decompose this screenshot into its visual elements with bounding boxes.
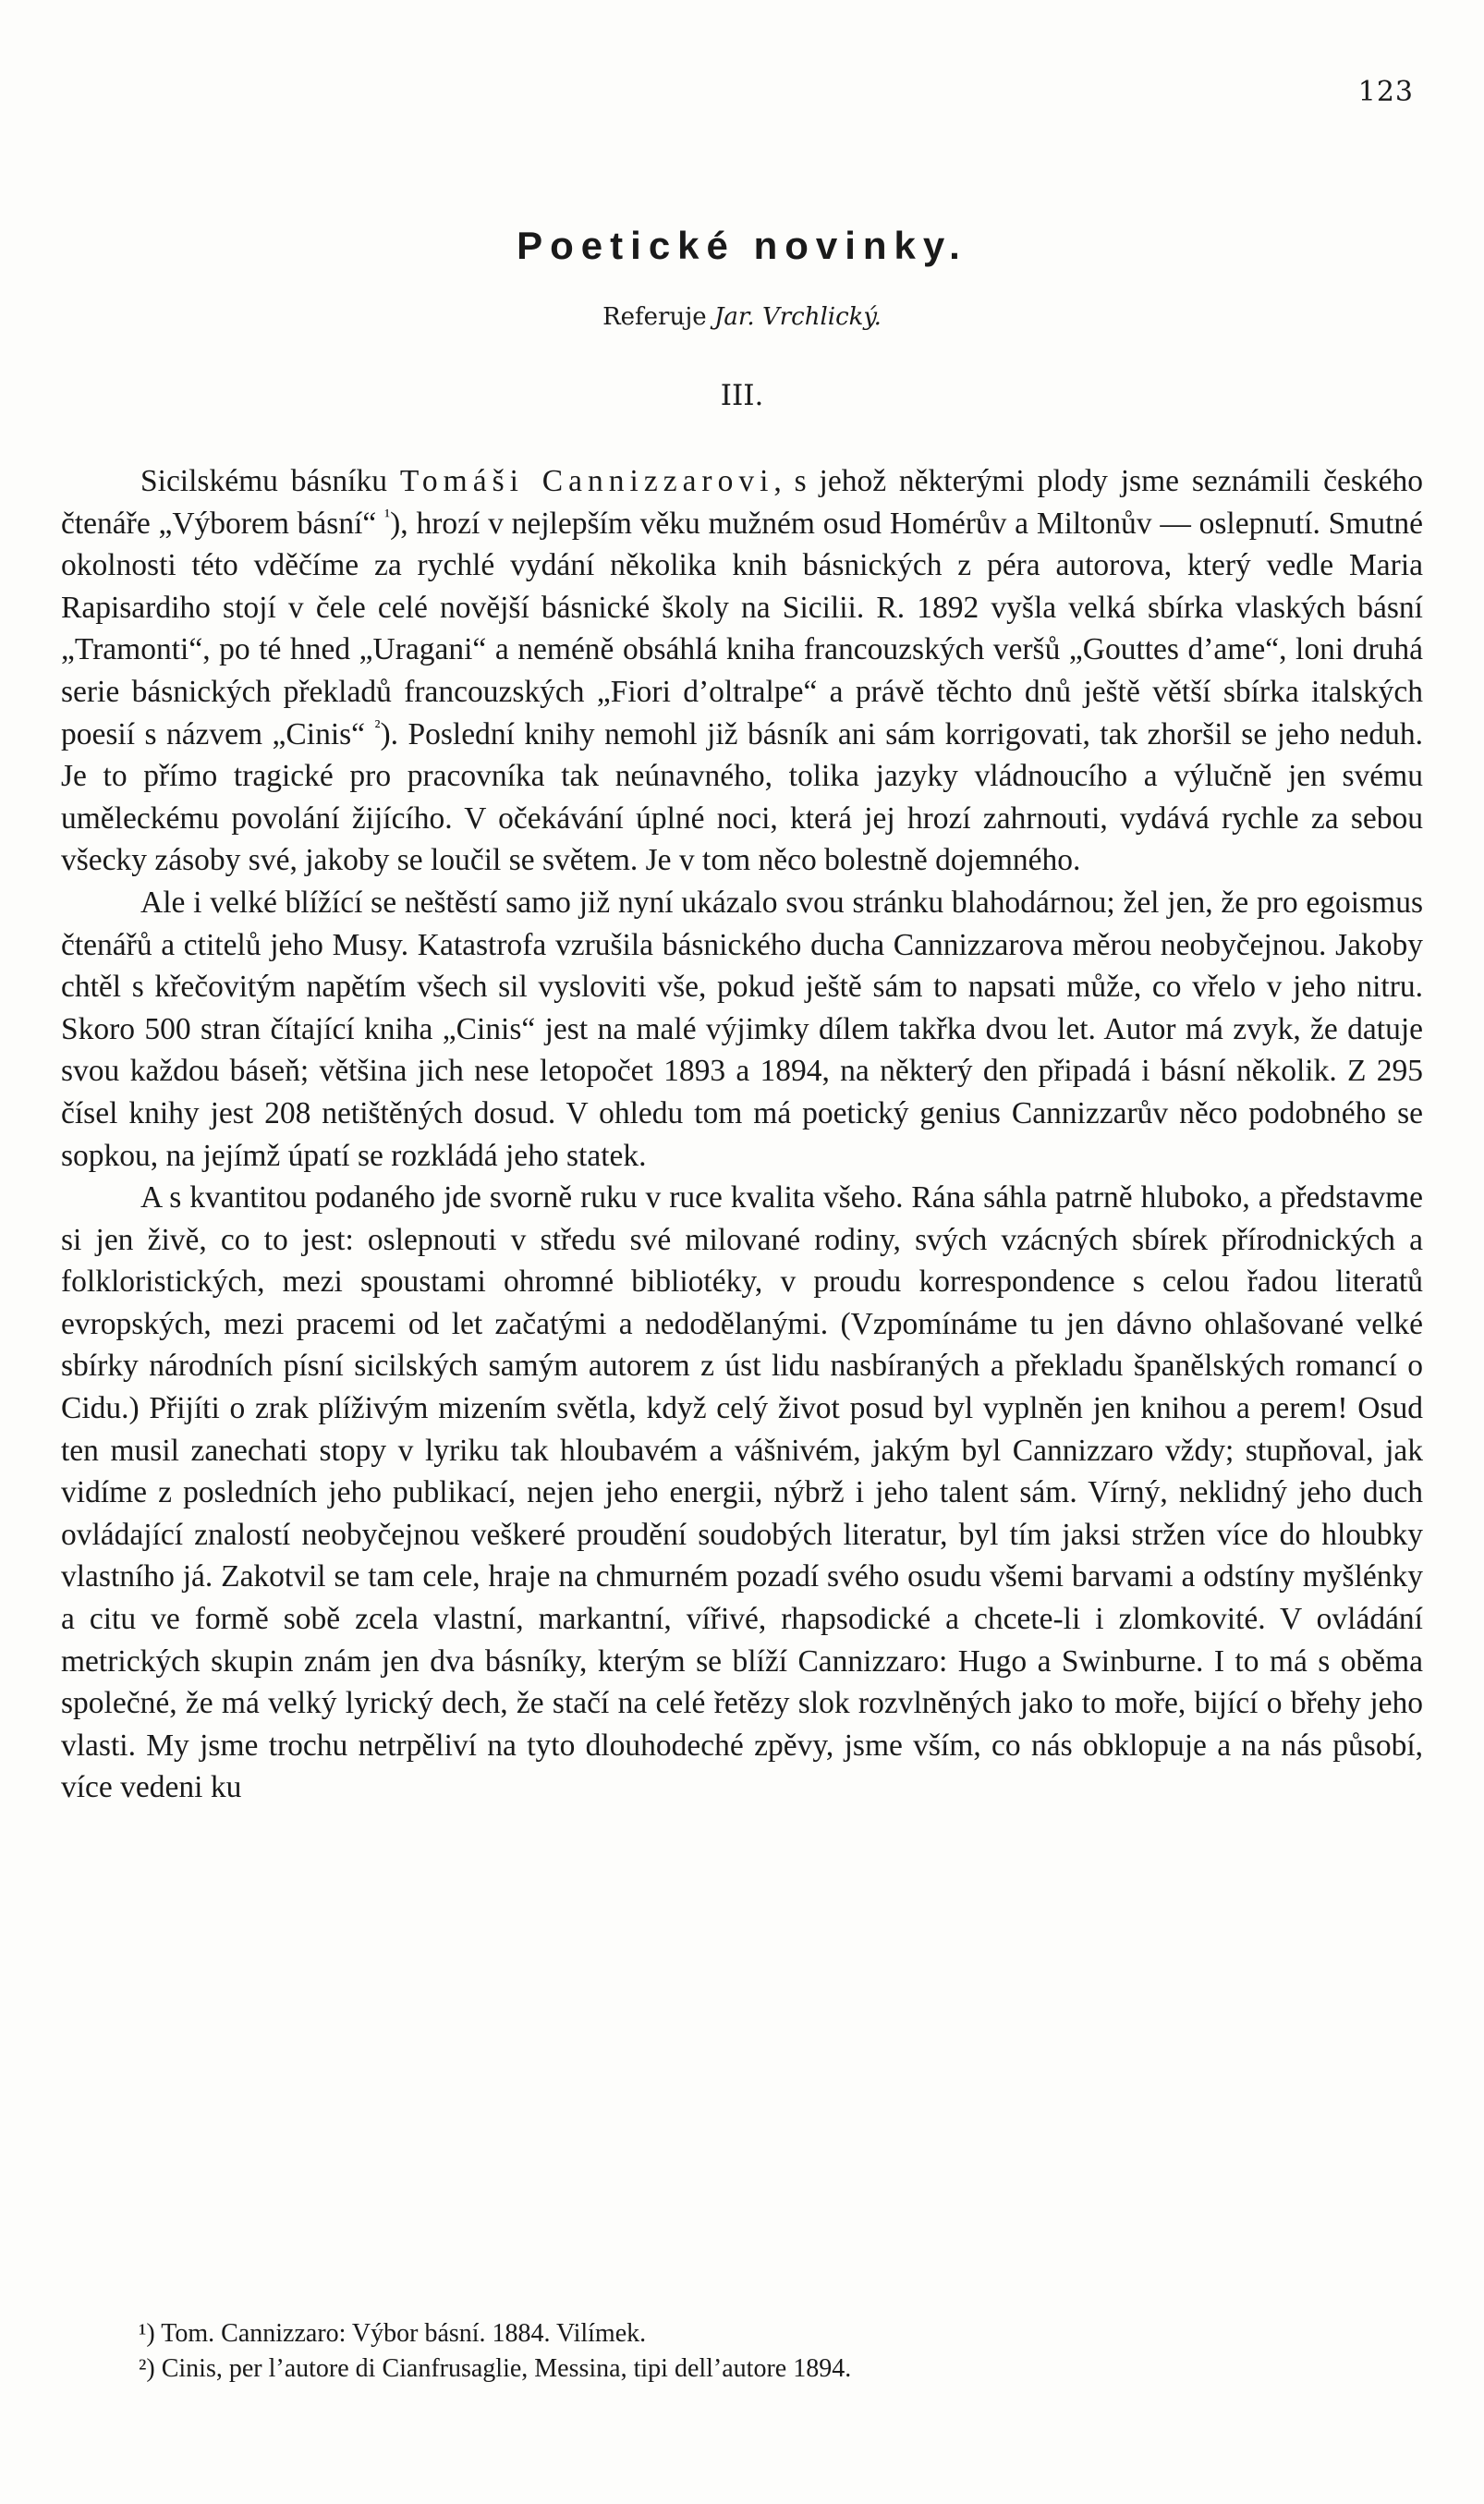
paragraph-1-start: Sicilskému básníku: [140, 464, 400, 498]
footnote-1-mark: ¹): [139, 2319, 155, 2348]
footnotes: [139, 2316, 1423, 2387]
article-body: [61, 460, 1423, 1809]
footnote-2: [139, 2351, 1423, 2387]
paragraph-1-mid: , s jehož některými plody jsme seznámili českého čtenáře „Výborem básní“: [61, 464, 1423, 541]
footnote-ref-1: ¹: [384, 506, 391, 527]
paragraph-2: Ale i velké blížící se neštěstí samo již nyní ukázalo svou stránku blahodárnou; žel jen, že pro egoismus čtenářů a ctitelů jeho Musy. Katastrofa vzrušila básnického ducha Cannizzarova měrou neobyčejnou. Jakoby chtěl s křečovitým napětím všech sil vysloviti vše, pokud ještě sám to napsati může, co vřelo v jeho nitru. Skoro 500 stran čítající kniha „Cinis“ jest na malé výjimky dílem takřka dvou let. Autor má zvyk, že datuje svou každou báseň; většina jich nese letopočet 1893 a 1894, na některý den připadá i básní několik. Z 295 čísel knihy jest 208 netištěných dosud. V ohledu tom má poetický genius Cannizzarův něco podobného se sopkou, na jejímž úpatí se rozkládá jeho statek.: [61, 885, 1423, 1173]
byline-author: Jar. Vrchlický.: [713, 303, 882, 331]
footnote-1-text: Tom. Cannizzaro: Výbor básní. 1884. Vilímek.: [161, 2319, 647, 2348]
poet-name: Tomáši Cannizzarovi: [399, 464, 774, 498]
footnote-ref-2: ²: [374, 716, 381, 738]
paragraph-3: A s kvantitou podaného jde svorně ruku v ruce kvalita všeho. Rána sáhla patrně hluboko, a představme si jen živě, co to jest: oslepnouti v středu své milované rodiny, svých vzácných sbírek přírodnických a folkloristických, mezi spoustami ohromné bibliotéky, v proudu korrespondence s celou řadou literatů evropských, mezi pracemi od let začatými a nedodělanými. (Vzpomínáme tu jen dávno ohlašované velké sbírky národních písní sicilských samým autorem z úst lidu nasbíraných a překladu španělských romancí o Cidu.) Přijíti o zrak plíživým mizením světla, když celý život posud byl vyplněn jen knihou a perem! Osud ten musil zanechati stopy v lyriku tak hloubavém a vášnivém, jakým byl Cannizzaro vždy; stupňoval, jak vidíme z posledních jeho publikací, nejen jeho energii, nýbrž i jeho talent sám. Vírný, neklidný jeho duch ovládající znalostí neobyčejnou veškeré proudění soudobých literatur, byl tím jaksi stržen více do hloubky vlastního já. Zakotvil se tam cele, hraje na chmurném pozadí svého osudu všemi barvami a odstíny myšlénky a citu ve formě sobě zcela vlastní, markantní, vířivé, rhapsodické a chcete-li i zlomkovité. V ovládání metrických skupin znám jen dva básníky, kterým se blíží Cannizzaro: Hugo a Swinburne. I to má s oběma společné, že má velký lyrický dech, že stačí na celé řetězy slok rozvlněných jako to moře, bijící o břehy jeho vlasti. My jsme trochu netrpěliví na tyto dlouhodeché zpěvy, jsme vším, co nás obklopuje a na nás působí, více vedeni ku: [61, 1180, 1423, 1805]
section-heading: III.: [720, 379, 764, 412]
page-number: 123: [1357, 76, 1414, 108]
paragraph-1: [61, 460, 1423, 882]
footnote-2-mark: ²): [139, 2354, 155, 2383]
byline-prefix: Referuje: [602, 303, 707, 331]
footnote-2-text: Cinis, per l’autore di Cianfrusaglie, Messina, tipi dell’autore 1894.: [161, 2354, 852, 2383]
paragraph-1-end: ). Poslední knihy nemohl již básník ani sám korrigovati, tak zhoršil se jeho neduh. Je to přímo tragické pro pracovníka tak neúnavného, tolika jazyky vládnoucího a výlučně jen svému uměleckému povolání žijícího. V očekávání úplné noci, která jej hrozí zahrnouti, vydává rychle za sebou všecky zásoby své, jakoby se loučil se světem. Je v tom něco bolestně dojemného.: [61, 716, 1423, 878]
paragraph-1-mid2: ), hrozí v nejlepším věku mužném osud Homérův a Miltonův — oslepnutí. Smutné okolnosti této vděčíme za rychlé vydání několika knih básnických z péra autorova, který vedle Maria Rapisardiho stojí v čele celé novější básnické školy na Sicilii. R. 1892 vyšla velká sbírka vlaských básní „Tramonti“, po té hned „Uragani“ a neméně obsáhlá kniha francouzských veršů „Gouttes d’ame“, loni druhá serie básnických překladů francouzských „Fiori d’oltralpe“ a právě těchto dnů ještě větší sbírka italských poesií s názvem „Cinis“: [61, 506, 1424, 751]
byline: [0, 303, 1484, 331]
footnote-1: [139, 2316, 1423, 2351]
article-title: Poetické novinky.: [517, 224, 967, 267]
